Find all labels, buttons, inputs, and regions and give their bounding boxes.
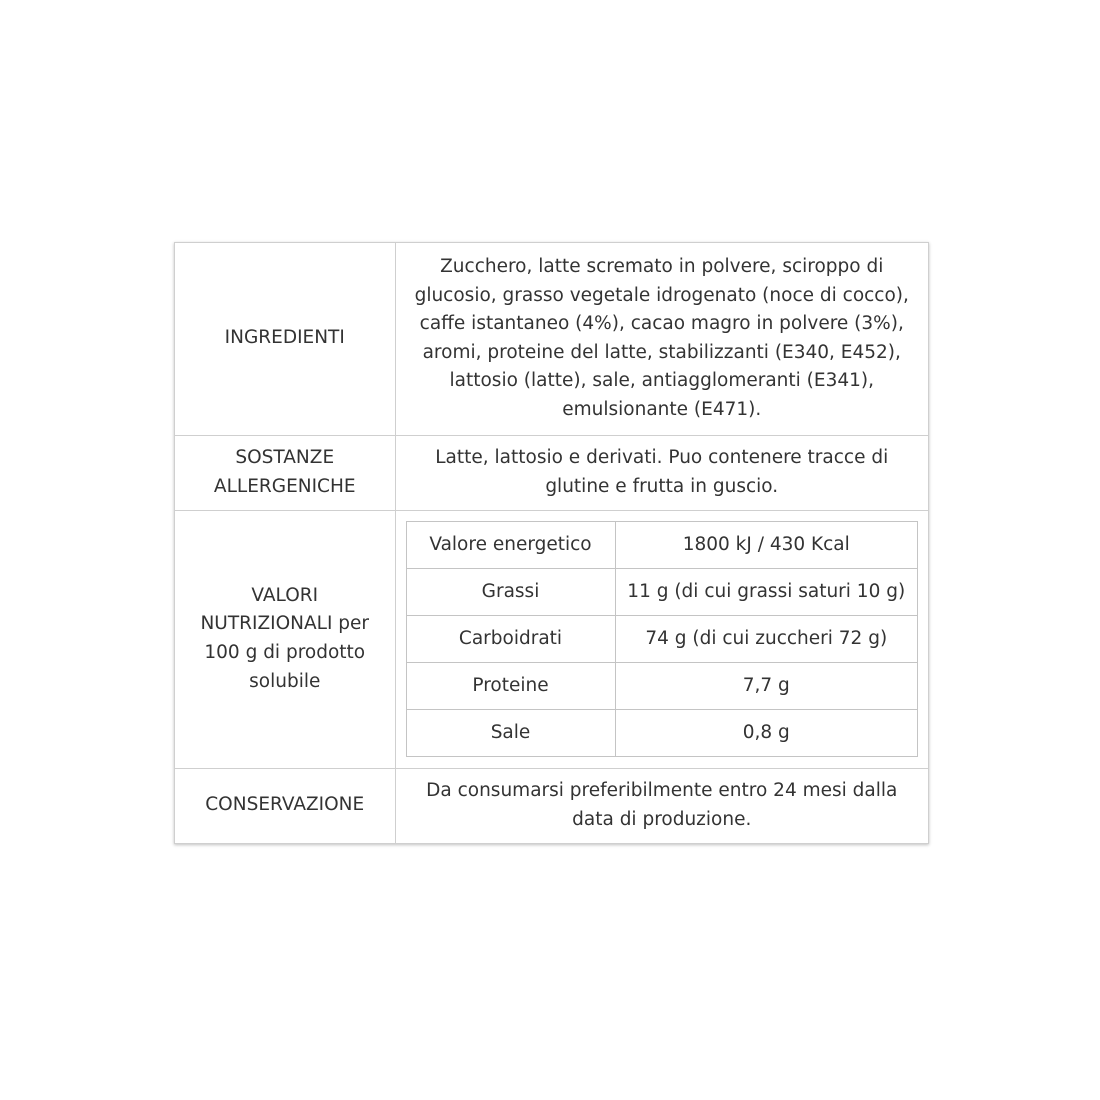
nutrition-row-salt [406, 710, 918, 757]
text-line: Da consumarsi preferibilmente entro 24 mesi dalla [426, 780, 898, 802]
text-line: data di produzione. [572, 808, 752, 830]
text-line: Zucchero, latte scremato in polvere, sciroppo di [440, 255, 884, 277]
nutrient-name: Valore energetico [406, 522, 615, 569]
text-line: glutine e frutta in guscio. [545, 475, 779, 497]
nutrient-value: 7,7 g [615, 663, 918, 710]
nutrient-value: 0,8 g [615, 710, 918, 757]
nutrition-row-energy [406, 522, 918, 569]
nutrient-name: Carboidrati [406, 616, 615, 663]
text-line: Latte, lattosio e derivati. Puo contenere tracce di [435, 446, 889, 468]
nutrition-row [175, 510, 928, 768]
text-line: emulsionante (E471). [562, 398, 762, 420]
nutrition-table-cell [395, 510, 928, 768]
nutrition-table [406, 521, 919, 757]
text-line: glucosio, grasso vegetale idrogenato (noce di cocco), [414, 284, 909, 306]
nutrient-value: 11 g (di cui grassi saturi 10 g) [615, 569, 918, 616]
allergens-row [175, 435, 928, 510]
nutrient-value: 1800 kJ / 430 Kcal [615, 522, 918, 569]
text-line: solubile [249, 670, 321, 692]
storage-text [395, 768, 928, 843]
ingredients-label-text: INGREDIENTI [224, 327, 345, 349]
nutrition-row-fat [406, 569, 918, 616]
storage-row [175, 768, 928, 843]
product-info-card [174, 242, 929, 844]
text-line: caffe istantaneo (4%), cacao magro in polvere (3%), [419, 313, 904, 335]
nutrient-name: Grassi [406, 569, 615, 616]
text-line: NUTRIZIONALI per [200, 613, 370, 635]
text-line: 100 g di prodotto [204, 642, 366, 663]
nutrient-value: 74 g (di cui zuccheri 72 g) [615, 616, 918, 663]
nutrient-name: Sale [406, 710, 615, 757]
allergens-label [175, 435, 395, 510]
storage-label-text: CONSERVAZIONE [205, 794, 365, 816]
text-line: ALLERGENICHE [213, 475, 356, 497]
product-info-table [175, 243, 928, 843]
storage-label [175, 768, 395, 843]
nutrition-row-carbs [406, 616, 918, 663]
ingredients-text [395, 243, 928, 435]
nutrient-name: Proteine [406, 663, 615, 710]
allergens-text [395, 435, 928, 510]
text-line: VALORI [251, 584, 319, 606]
text-line: SOSTANZE [235, 446, 335, 468]
ingredients-row [175, 243, 928, 435]
text-line: lattosio (latte), sale, antiagglomeranti (E341), [449, 370, 874, 392]
text-line: aromi, proteine del latte, stabilizzanti (E340, E452), [422, 341, 901, 363]
nutrition-label [175, 510, 395, 768]
nutrition-row-protein [406, 663, 918, 710]
ingredients-label [175, 243, 395, 435]
